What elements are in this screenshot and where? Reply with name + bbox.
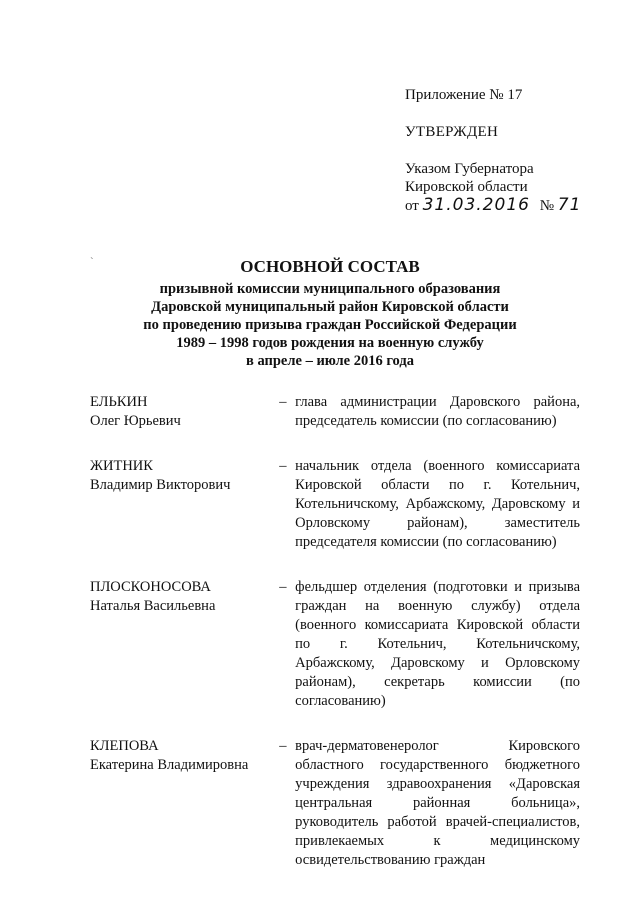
member-role: глава администрации Даровского района, председатель комиссии (по согласованию) <box>295 394 581 429</box>
title-line-1: призывной комиссии муниципального образования <box>159 281 501 297</box>
date-prefix: от <box>405 198 419 214</box>
member-given-names: Екатерина Владимировна <box>90 757 249 773</box>
decree-line-2: Кировской области <box>405 179 528 195</box>
decree-line-1: Указом Губернатора <box>405 161 534 177</box>
member-entry <box>90 737 580 870</box>
member-name <box>90 393 279 431</box>
title-line-3: по проведению призыва граждан Российской Федерации <box>143 317 517 333</box>
title-line-4: 1989 – 1998 годов рождения на военную службу <box>176 335 484 351</box>
handwritten-date: 31.03.2016 <box>422 195 530 215</box>
number-prefix: № <box>539 198 555 214</box>
dash-separator: – <box>279 579 287 595</box>
member-role: начальник отдела (военного комиссариата Кировской области по г. Котельнич, Котельничскому, Арбажскому, Даровскому и Орловскому районам), заместитель председателя комиссии (по согласованию) <box>295 458 581 550</box>
member-surname: ЖИТНИК <box>90 458 153 474</box>
members-list <box>90 393 580 896</box>
member-surname: ПЛОСКОНОСОВА <box>90 579 211 595</box>
appendix-number: Приложение № 17 <box>405 87 523 103</box>
dash-separator: – <box>279 738 287 754</box>
title-main: ОСНОВНОЙ СОСТАВ <box>240 257 420 276</box>
member-name <box>90 578 279 711</box>
decree-date-line <box>405 196 605 215</box>
dash-separator: – <box>279 458 287 474</box>
document-title <box>90 256 570 370</box>
member-given-names: Наталья Васильевна <box>90 598 216 614</box>
approved-label: УТВЕРЖДЕН <box>405 124 499 140</box>
scan-mark: ` <box>90 256 94 268</box>
member-given-names: Владимир Викторович <box>90 477 231 493</box>
member-surname: ЕЛЬКИН <box>90 394 148 410</box>
member-surname: КЛЕПОВА <box>90 738 159 754</box>
dash-separator: – <box>279 394 287 410</box>
member-given-names: Олег Юрьевич <box>90 413 181 429</box>
handwritten-number: 71 <box>557 195 582 215</box>
member-name <box>90 737 279 870</box>
member-role: фельдшер отделения (подготовки и призыва граждан на военную службу) отдела (военного комиссариата Кировской области по г. Котельнич, Котельничскому, Арбажскому, Даровскому и Орловскому районам), секретарь комиссии (по согласованию) <box>295 579 581 709</box>
member-entry <box>90 578 580 711</box>
member-entry <box>90 457 580 552</box>
title-line-2: Даровской муниципальный район Кировской области <box>151 299 509 315</box>
member-entry <box>90 393 580 431</box>
approval-block <box>405 86 605 215</box>
member-role: врач-дерматовенеролог Кировского областного государственного бюджетного учреждения здравоохранения «Даровская центральная районная больница», руководитель работой врачей-специалистов, привлекаемых к медицинскому освидетельствованию граждан <box>295 738 581 868</box>
title-line-5: в апреле – июле 2016 года <box>246 353 414 369</box>
member-name <box>90 457 279 552</box>
